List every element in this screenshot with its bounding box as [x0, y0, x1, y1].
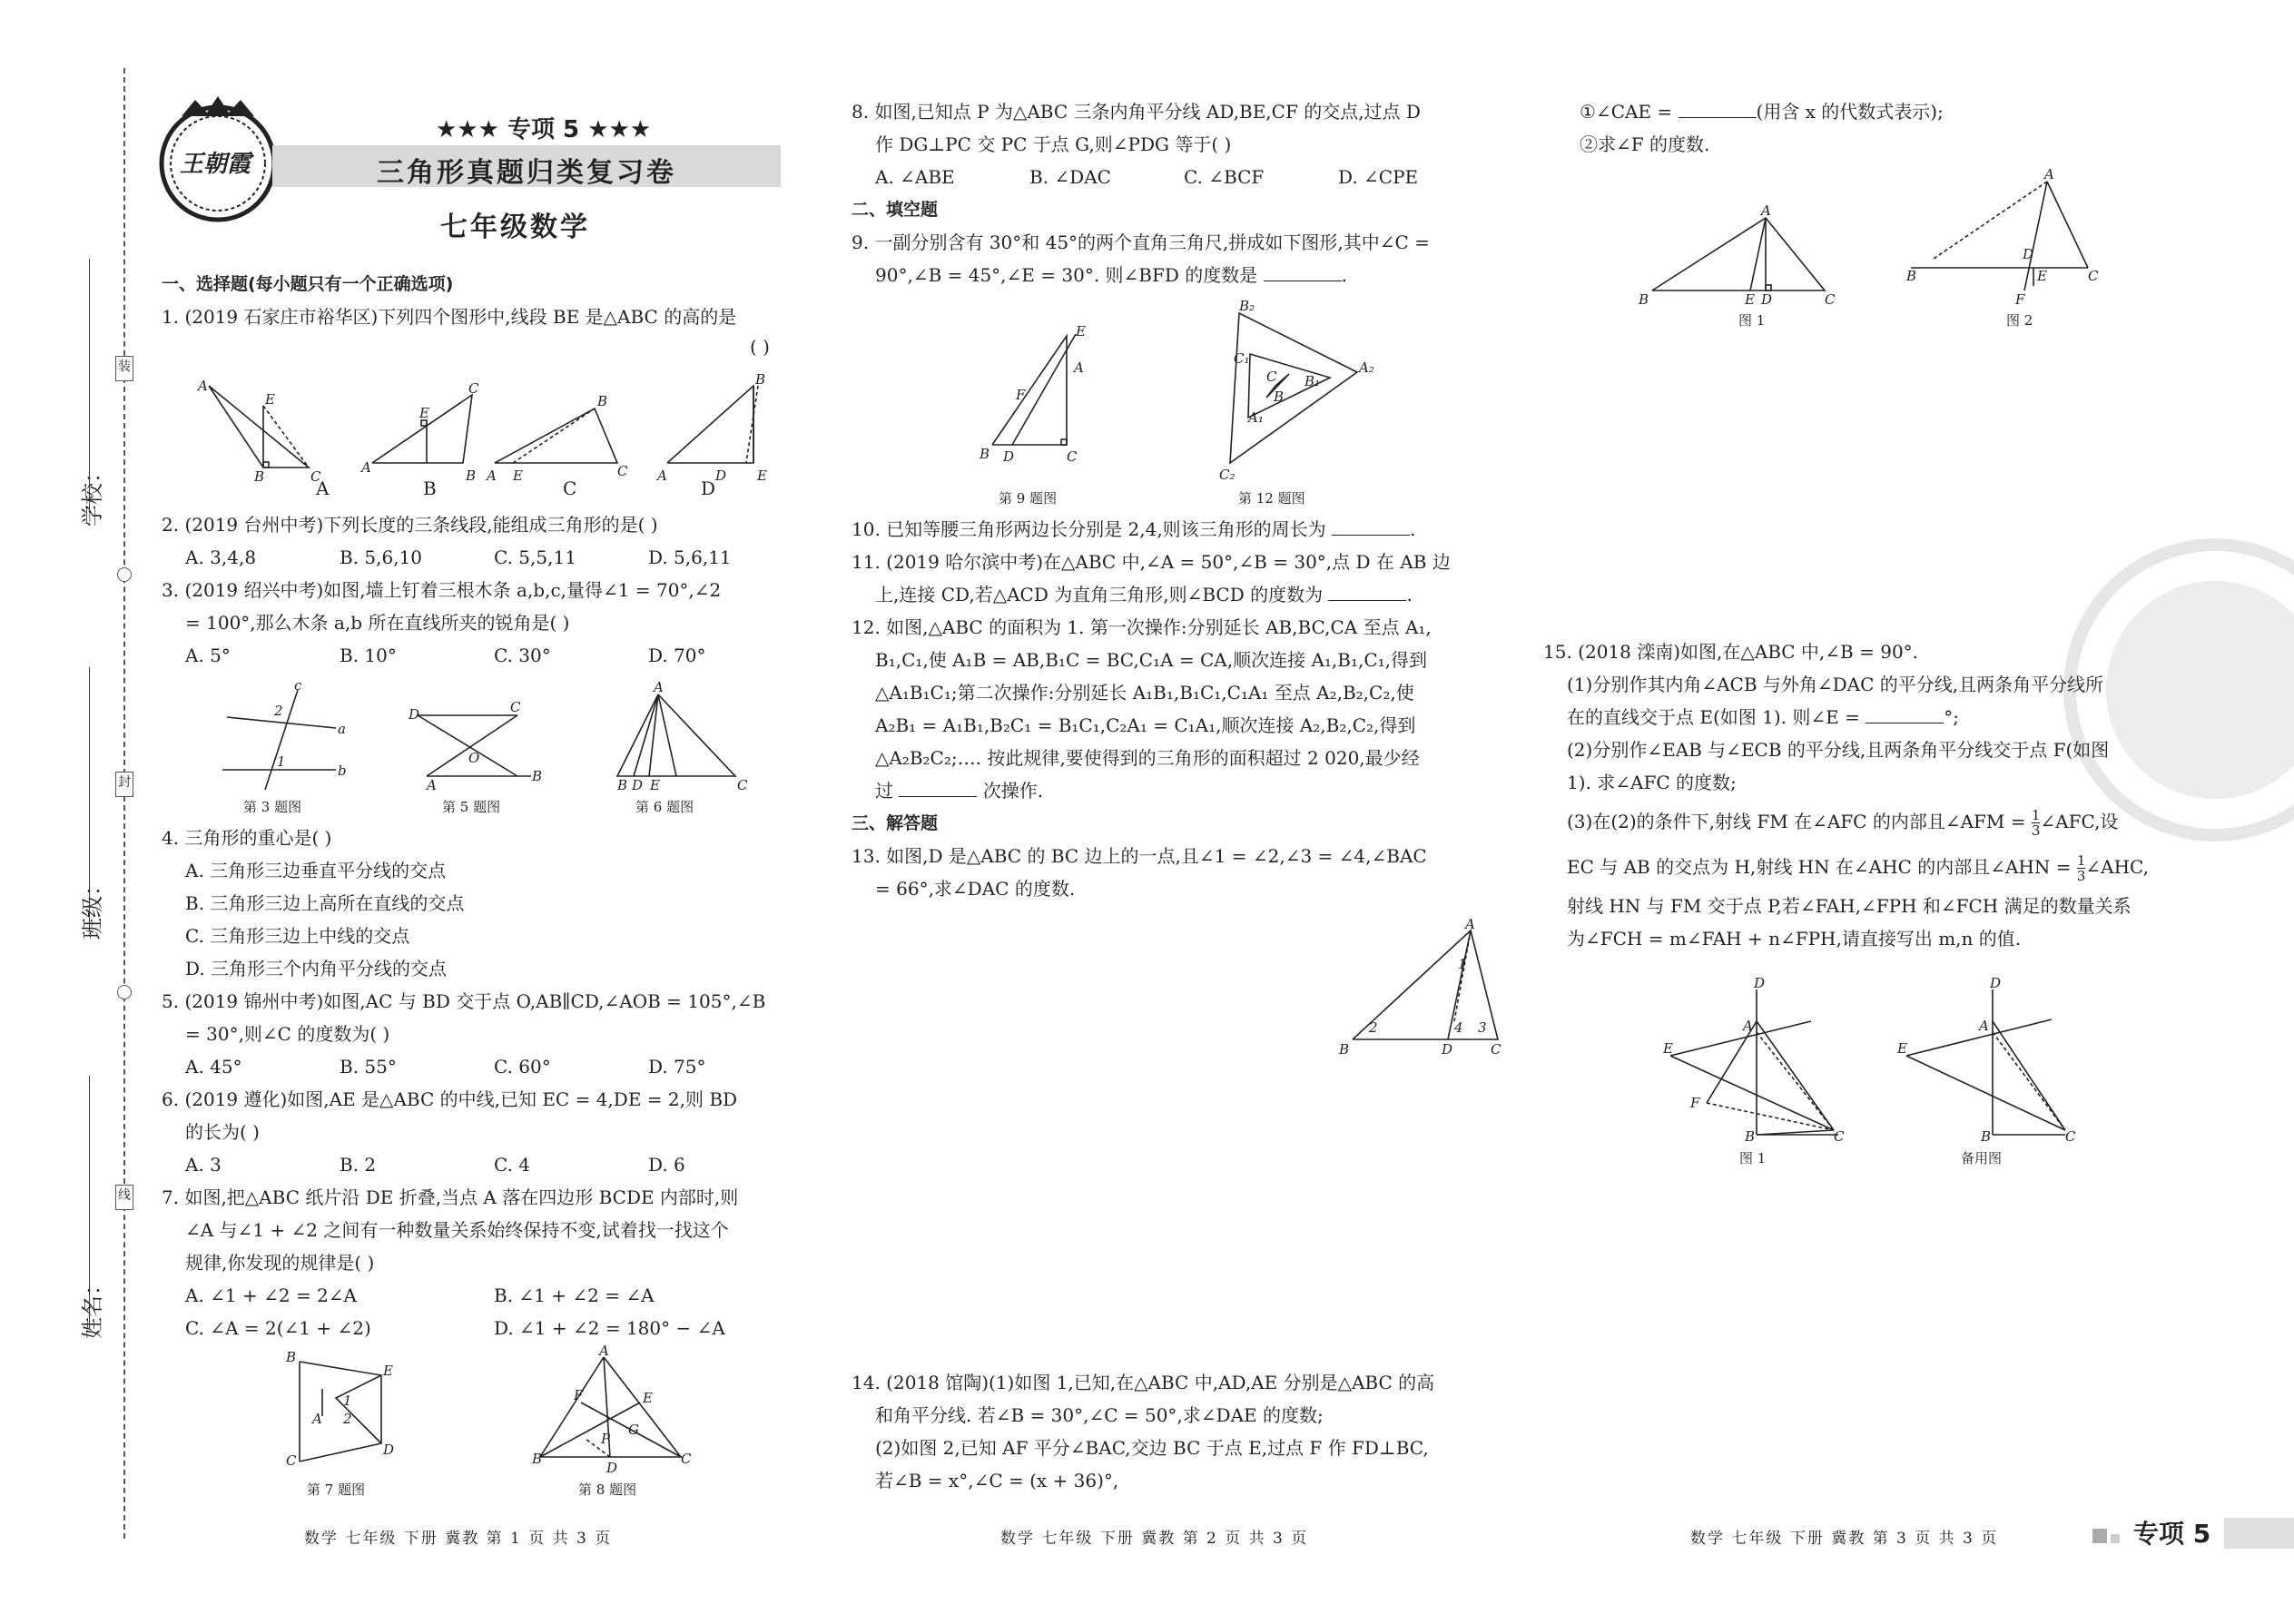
- q2-text: 2. (2019 台州中考)下列长度的三条线段,能组成三角形的是( ): [162, 514, 658, 536]
- q10-answer-blank[interactable]: [1332, 518, 1410, 536]
- q2-options: [162, 541, 802, 574]
- page-subtitle: 七年级数学: [440, 212, 590, 243]
- svg-text:B: B: [597, 393, 608, 409]
- svg-text:F: F: [2015, 291, 2025, 308]
- q14-text: 14. (2018 馆陶)(1)如图 1,已知,在△ABC 中,AD,AE 分别是△ABC 的高: [852, 1372, 1435, 1393]
- q14-text-3: (2)如图 2,已知 AF 平分∠BAC,交边 BC 于点 E,过点 F 作 FD⊥BC,: [875, 1437, 1429, 1459]
- q11-text-2: 上,连接 CD,若△ACD 为直角三角形,则∠BCD 的度数为 .: [875, 584, 1413, 605]
- q9-text-2-content: 90°,∠B = 45°,∠E = 30°. 则∠BFD 的度数是: [875, 264, 1258, 286]
- q7-option-c[interactable]: C. ∠A = 2(∠1 + ∠2): [185, 1317, 371, 1339]
- svg-text:A: A: [487, 468, 497, 484]
- svg-text:E: E: [383, 1363, 393, 1379]
- q13-text-2: = 66°,求∠DAC 的度数.: [875, 878, 1076, 900]
- svg-text:E: E: [650, 777, 660, 793]
- school-field[interactable]: [89, 259, 90, 513]
- svg-text:D: D: [1990, 975, 2002, 991]
- frac-den: 3: [2031, 822, 2041, 839]
- q15-fraction-2: [2077, 853, 2086, 883]
- caption-q14-fig2: 图 2: [2006, 312, 2033, 329]
- q6-text: 6. (2019 遵化)如图,AE 是△ABC 的中线,已知 EC = 4,DE = 2,则 BD: [162, 1088, 738, 1110]
- svg-text:B₂: B₂: [1239, 298, 1255, 314]
- q5-text-2: = 30°,则∠C 的度数为( ): [185, 1023, 390, 1045]
- q15-text-3: [1543, 701, 2149, 733]
- svg-text:C: C: [2065, 1128, 2076, 1145]
- col1-block: [162, 508, 802, 672]
- col2-block: [852, 95, 1492, 291]
- svg-text:C: C: [2088, 268, 2099, 284]
- svg-text:D: D: [2023, 246, 2034, 262]
- svg-text:D: D: [632, 777, 644, 793]
- q5-option-b[interactable]: B. 55°: [340, 1056, 397, 1078]
- q8-option-b[interactable]: B. ∠DAC: [1029, 166, 1111, 188]
- q15-figures: [1652, 975, 2088, 1145]
- svg-text:B: B: [980, 446, 990, 462]
- q15-text-9: 为∠FCH = m∠FAH + n∠FPH,请直接写出 m,n 的值.: [1567, 928, 2022, 950]
- q6-option-d[interactable]: D. 6: [648, 1154, 685, 1176]
- svg-text:A: A: [657, 468, 667, 484]
- svg-text:C: C: [1491, 1041, 1501, 1058]
- q3-options: [162, 639, 802, 672]
- col3-block: [1580, 95, 1944, 161]
- q12-text-6-pre: 过: [875, 780, 893, 802]
- svg-text:D: D: [409, 706, 420, 723]
- q7-text-2: ∠A 与∠1 + ∠2 之间有一种数量关系始终保持不变,试着找一找这个: [185, 1219, 729, 1241]
- svg-text:B: B: [1639, 291, 1649, 308]
- svg-text:D: D: [383, 1442, 395, 1458]
- svg-text:C: C: [510, 699, 521, 715]
- q11-text-2-content: 上,连接 CD,若△ACD 为直角三角形,则∠BCD 的度数为: [875, 584, 1324, 605]
- q15-text-8: 射线 HN 与 FM 交于点 P,若∠FAH,∠FPH 和∠FCH 满足的数量关系: [1567, 895, 2132, 917]
- caption-fig5: 第 5 题图: [442, 799, 501, 815]
- q3-option-d[interactable]: D. 70°: [648, 645, 706, 666]
- footer-decor-icon: [2111, 1534, 2120, 1543]
- q12-text-3: △A₁B₁C₁;第二次操作:分别延长 A₁B₁,B₁C₁,C₁A₁ 至点 A₂,B₂,C₂,使: [875, 682, 1414, 704]
- q15-answer-blank[interactable]: [1866, 706, 1944, 723]
- caption-fig12: 第 12 题图: [1238, 490, 1305, 507]
- svg-text:D: D: [1442, 1041, 1453, 1058]
- topic-badge: ★★★ 专项 5 ★★★: [436, 116, 652, 143]
- fig-row-356: [218, 677, 763, 793]
- svg-text:F: F: [1690, 1095, 1700, 1111]
- name-field[interactable]: [89, 1076, 90, 1330]
- svg-text:A: A: [1743, 1018, 1753, 1034]
- svg-text:P: P: [601, 1431, 611, 1447]
- footer-badge: 专项 5: [2133, 1519, 2211, 1549]
- svg-text:E: E: [1745, 291, 1755, 308]
- fig-row-78: [281, 1343, 699, 1476]
- svg-text:D: D: [1754, 975, 1766, 991]
- q1-text: 1. (2019 石家庄市裕华区)下列四个图形中,线段 BE 是△ABC 的高的是: [162, 306, 737, 328]
- q5-option-d[interactable]: D. 75°: [648, 1056, 706, 1078]
- svg-text:A₂: A₂: [1359, 359, 1374, 376]
- svg-text:D: D: [715, 468, 727, 484]
- svg-text:A: A: [1465, 916, 1475, 932]
- q7-text: 7. 如图,把△ABC 纸片沿 DE 折叠,当点 A 落在四边形 BCDE 内部时,则: [162, 1186, 739, 1208]
- q12-text: 12. 如图,△ABC 的面积为 1. 第一次操作:分别延长 AB,BC,CA 至点 A₁,: [852, 616, 1432, 638]
- caption-fig9: 第 9 题图: [999, 490, 1058, 507]
- caption-q15-fig1: 图 1: [1739, 1150, 1767, 1166]
- q3-option-c[interactable]: C. 30°: [494, 645, 551, 666]
- section-choice: 一、选择题(每小题只有一个正确选项): [162, 274, 454, 294]
- svg-text:b: b: [338, 763, 347, 779]
- svg-text:C₂: C₂: [1219, 467, 1236, 483]
- svg-text:A: A: [599, 1343, 609, 1359]
- svg-text:B: B: [466, 468, 477, 484]
- q4-option-b[interactable]: B. 三角形三边上高所在直线的交点: [185, 892, 465, 914]
- q15-text-7-post: ∠AHC,: [2085, 856, 2149, 878]
- svg-text:2: 2: [343, 1411, 352, 1427]
- svg-text:A₁: A₁: [1248, 409, 1264, 426]
- q5-text: 5. (2019 锦州中考)如图,AC 与 BD 交于点 O,AB∥CD,∠AOB = 105°,∠B: [162, 990, 766, 1012]
- q9-text-2: 90°,∠B = 45°,∠E = 30°. 则∠BFD 的度数是 .: [875, 264, 1347, 286]
- svg-text:3: 3: [1478, 1019, 1487, 1036]
- svg-text:C: C: [1825, 291, 1836, 308]
- caption-fig8: 第 8 题图: [578, 1481, 637, 1498]
- q1-figures: [191, 368, 817, 495]
- svg-text:B: B: [1906, 268, 1917, 284]
- col2-block-2: [852, 513, 1451, 905]
- section-fill: 二、填空题: [852, 200, 939, 220]
- svg-text:E: E: [513, 468, 523, 484]
- q11-answer-blank[interactable]: [1328, 584, 1406, 601]
- caption-q15-backup: 备用图: [1961, 1150, 2003, 1166]
- q7-options-ab: [162, 1279, 802, 1312]
- q8-option-c[interactable]: C. ∠BCF: [1184, 166, 1265, 188]
- caption-fig6: 第 6 题图: [635, 799, 694, 815]
- q2-option-a[interactable]: A. 3,4,8: [185, 546, 257, 568]
- q14-text-4: 若∠B = x°,∠C = (x + 36)°,: [875, 1470, 1119, 1491]
- svg-text:B: B: [286, 1349, 297, 1365]
- footer-page-2: 数学 七年级 下册 冀教 第 2 页 共 3 页: [1000, 1530, 1309, 1548]
- q7-option-b[interactable]: B. ∠1 + ∠2 = ∠A: [494, 1284, 655, 1306]
- q7-options-cd: [162, 1312, 802, 1344]
- svg-text:C: C: [286, 1452, 297, 1469]
- frac-den: 3: [2076, 868, 2086, 884]
- name-label: 姓名：: [80, 1274, 105, 1339]
- q5-option-a[interactable]: A. 45°: [185, 1056, 242, 1078]
- svg-text:D: D: [1761, 291, 1773, 308]
- svg-text:1: 1: [277, 753, 286, 770]
- svg-text:C₁: C₁: [1234, 350, 1250, 367]
- svg-text:a: a: [338, 721, 346, 737]
- frac-num: 1: [2076, 852, 2086, 869]
- q6-option-a[interactable]: A. 3: [185, 1154, 222, 1176]
- q3-text: 3. (2019 绍兴中考)如图,墙上钉着三根木条 a,b,c,量得∠1 = 70°,∠2: [162, 579, 722, 601]
- svg-text:F: F: [574, 1387, 584, 1403]
- svg-text:B: B: [532, 1451, 543, 1467]
- caption-fig7: 第 7 题图: [307, 1481, 366, 1498]
- q15-text-3-post: °;: [1944, 706, 1959, 728]
- svg-text:A: A: [2044, 166, 2054, 182]
- q11-text: 11. (2019 哈尔滨中考)在△ABC 中,∠A = 50°,∠B = 30°,点 D 在 AB 边: [852, 551, 1451, 573]
- svg-text:A: A: [427, 777, 437, 793]
- fig13: [1334, 916, 1516, 1058]
- q1-choice-d[interactable]: D: [701, 477, 716, 499]
- svg-text:B: B: [755, 371, 766, 388]
- q15-text-7: [1543, 844, 2149, 890]
- svg-text:C: C: [737, 777, 748, 793]
- binding-strip: [0, 0, 136, 1624]
- svg-text:O: O: [468, 750, 480, 766]
- q12-answer-blank[interactable]: [899, 780, 977, 797]
- svg-text:B: B: [1274, 389, 1285, 405]
- q15-text-2: (1)分别作其内角∠ACB 与外角∠DAC 的平分线,且两条角平分线所: [1567, 674, 2104, 695]
- svg-text:c: c: [294, 677, 302, 694]
- q9-text: 9. 一副分别含有 30°和 45°的两个直角三角尺,拼成如下图形,其中∠C =: [852, 231, 1430, 253]
- q1-answer-blank[interactable]: ( ): [750, 336, 770, 358]
- svg-text:A: A: [312, 1411, 322, 1427]
- q2-option-d[interactable]: D. 5,6,11: [648, 546, 732, 568]
- svg-text:D: D: [1003, 448, 1015, 465]
- footer-decor-icon: [2092, 1529, 2107, 1543]
- bind-mark-1: 装: [115, 356, 133, 381]
- svg-text:B: B: [1745, 1128, 1756, 1145]
- svg-text:B: B: [254, 468, 265, 485]
- svg-text:B₁: B₁: [1305, 373, 1321, 389]
- class-field[interactable]: [89, 667, 90, 930]
- hole-icon: [117, 985, 132, 999]
- svg-text:E: E: [1663, 1040, 1673, 1057]
- q15-text-7-pre: EC 与 AB 的交点为 H,射线 HN 在∠AHC 的内部且∠AHN =: [1567, 856, 2072, 878]
- svg-text:A: A: [1761, 202, 1771, 219]
- col3-block-2: [1543, 635, 2149, 955]
- svg-text:A: A: [361, 459, 371, 476]
- svg-text:2: 2: [274, 703, 283, 719]
- svg-text:E: E: [757, 468, 767, 484]
- svg-text:E: E: [2037, 268, 2047, 284]
- q15-fraction-1: [2032, 808, 2041, 838]
- q7-option-a[interactable]: A. ∠1 + ∠2 = 2∠A: [185, 1284, 357, 1306]
- logo-text: 王朝霞: [180, 151, 251, 178]
- class-label: 班级：: [80, 874, 105, 940]
- svg-text:C: C: [310, 468, 321, 485]
- q8-option-d[interactable]: D. ∠CPE: [1338, 166, 1419, 188]
- hole-icon: [117, 567, 132, 582]
- topic-badge-text: 专项 5: [507, 116, 580, 143]
- q15-text-4: (2)分别作∠EAB 与∠ECB 的平分线,且两条角平分线交于点 F(如图: [1567, 739, 2110, 761]
- svg-text:E: E: [419, 405, 429, 421]
- school-label: 学校：: [80, 461, 105, 527]
- q4-text: 4. 三角形的重心是( ): [162, 827, 332, 849]
- q10-text-content: 10. 已知等腰三角形两边长分别是 2,4,则该三角形的周长为: [852, 518, 1326, 540]
- svg-text:E: E: [1897, 1040, 1907, 1057]
- svg-text:B: B: [532, 768, 543, 784]
- svg-text:E: E: [643, 1390, 653, 1406]
- svg-text:D: D: [606, 1460, 618, 1476]
- svg-text:B: B: [1981, 1128, 1992, 1145]
- footer-page-1: 数学 七年级 下册 冀教 第 1 页 共 3 页: [304, 1530, 613, 1548]
- q7-text-3: 规律,你发现的规律是( ): [185, 1252, 375, 1274]
- svg-text:C: C: [681, 1451, 692, 1467]
- caption-q14-fig1: 图 1: [1738, 312, 1766, 329]
- q15-text-3-pre: 在的直线交于点 E(如图 1). 则∠E =: [1567, 706, 1860, 728]
- q2-option-c[interactable]: C. 5,5,11: [494, 546, 576, 568]
- q9-answer-blank[interactable]: [1264, 264, 1342, 281]
- svg-text:A: A: [654, 679, 664, 695]
- q15-text: 15. (2018 滦南)如图,在△ABC 中,∠B = 90°.: [1543, 641, 1919, 663]
- svg-text:G: G: [628, 1422, 639, 1438]
- q3-text-2: = 100°,那么木条 a,b 所在直线所夹的锐角是( ): [185, 612, 570, 634]
- q15-text-5: 1). 求∠AFC 的度数;: [1567, 772, 1737, 793]
- page-title: 三角形真题归类复习卷: [377, 157, 676, 189]
- svg-text:B: B: [1339, 1041, 1350, 1058]
- q14-sub1-blank[interactable]: [1679, 101, 1757, 118]
- fig-row-9-12: [976, 298, 1448, 483]
- cut-line: [123, 68, 125, 1539]
- svg-text:E: E: [1076, 323, 1086, 340]
- caption-fig3: 第 3 题图: [243, 799, 302, 815]
- q14-sub1-pre: ①∠CAE =: [1580, 101, 1673, 123]
- q12-text-5: △A₂B₂C₂;…. 按此规律,要使得到的三角形的面积超过 2 020,最少经: [875, 747, 1420, 769]
- svg-text:E: E: [265, 391, 275, 408]
- q14-text-2: 和角平分线. 若∠B = 30°,∠C = 50°,求∠DAE 的度数;: [875, 1404, 1324, 1426]
- svg-text:4: 4: [1454, 1019, 1463, 1036]
- q12-text-2: B₁,C₁,使 A₁B = AB,B₁C = BC,C₁A = CA,顺次连接 A₁,B₁,C₁,得到: [875, 649, 1428, 671]
- bind-mark-3: 线: [115, 1185, 133, 1210]
- q15-text-6: [1543, 799, 2149, 844]
- svg-text:C: C: [617, 463, 628, 479]
- q14-figures: [1634, 168, 2106, 313]
- q8-option-a[interactable]: A. ∠ABE: [875, 166, 955, 188]
- svg-text:1: 1: [1458, 956, 1467, 972]
- svg-text:A: A: [1074, 359, 1084, 376]
- svg-text:B: B: [617, 777, 628, 793]
- q6-option-b[interactable]: B. 2: [340, 1154, 377, 1176]
- frac-num: 1: [2031, 807, 2041, 823]
- q7-option-d[interactable]: D. ∠1 + ∠2 = 180° − ∠A: [494, 1317, 725, 1339]
- q6-option-c[interactable]: C. 4: [494, 1154, 531, 1176]
- q1-choice-c[interactable]: C: [563, 477, 577, 499]
- q2-option-b[interactable]: B. 5,6,10: [340, 546, 423, 568]
- svg-text:C: C: [468, 380, 479, 397]
- q5-options: [162, 1050, 802, 1083]
- q12-text-6: [852, 774, 1451, 807]
- q8-options: [852, 161, 1492, 193]
- q15-text-6-post: ∠AFC,设: [2040, 811, 2119, 832]
- q6-text-2: 的长为( ): [185, 1121, 260, 1143]
- q10-text: 10. 已知等腰三角形两边长分别是 2,4,则该三角形的周长为 .: [852, 518, 1416, 540]
- footer-badge-bar: [2224, 1518, 2294, 1549]
- svg-text:C: C: [1067, 448, 1078, 465]
- q14-sub2: ②求∠F 的度数.: [1580, 133, 1710, 155]
- q13-text: 13. 如图,D 是△ABC 的 BC 边上的一点,且∠1 = ∠2,∠3 = ∠4,∠BAC: [852, 845, 1427, 867]
- col2-block-3: [852, 1366, 1434, 1497]
- q1-choice-b[interactable]: B: [423, 477, 437, 499]
- bind-mark-2: 封: [115, 772, 133, 797]
- q15-text-6-pre: (3)在(2)的条件下,射线 FM 在∠AFC 的内部且∠AFM =: [1567, 811, 2026, 832]
- svg-text:2: 2: [1369, 1019, 1378, 1036]
- q8-text-2: 作 DG⊥PC 交 PC 于点 G,则∠PDG 等于( ): [875, 133, 1232, 155]
- q3-option-b[interactable]: B. 10°: [340, 645, 397, 666]
- q8-text: 8. 如图,已知点 P 为△ABC 三条内角平分线 AD,BE,CF 的交点,过点 D: [852, 101, 1421, 123]
- svg-text:A: A: [198, 378, 208, 394]
- q14-sub1: [1580, 95, 1944, 128]
- svg-text:C: C: [1834, 1128, 1845, 1145]
- q3-option-a[interactable]: A. 5°: [185, 645, 231, 666]
- svg-text:A: A: [1979, 1018, 1989, 1034]
- col1-block-2: [162, 822, 802, 1344]
- q12-text-6-post: 次操作.: [982, 780, 1044, 802]
- q5-option-c[interactable]: C. 60°: [494, 1056, 551, 1078]
- q1-choice-a[interactable]: A: [316, 477, 330, 499]
- svg-text:C: C: [1266, 369, 1277, 385]
- q6-options: [162, 1148, 802, 1181]
- svg-text:1: 1: [343, 1393, 352, 1409]
- q12-text-4: A₂B₁ = A₁B₁,B₂C₁ = B₁C₁,C₂A₁ = C₁A₁,顺次连接 A₂,B₂,C₂,得到: [875, 714, 1416, 736]
- q4-option-c[interactable]: C. 三角形三边上中线的交点: [185, 925, 410, 947]
- q4-option-a[interactable]: A. 三角形三边垂直平分线的交点: [185, 860, 447, 881]
- q4-option-d[interactable]: D. 三角形三个内角平分线的交点: [185, 958, 448, 979]
- svg-text:F: F: [1016, 387, 1026, 403]
- q14-sub1-post: (用含 x 的代数式表示);: [1756, 101, 1944, 123]
- footer-page-3: 数学 七年级 下册 冀教 第 3 页 共 3 页: [1690, 1530, 1999, 1548]
- section-solve: 三、解答题: [852, 813, 939, 833]
